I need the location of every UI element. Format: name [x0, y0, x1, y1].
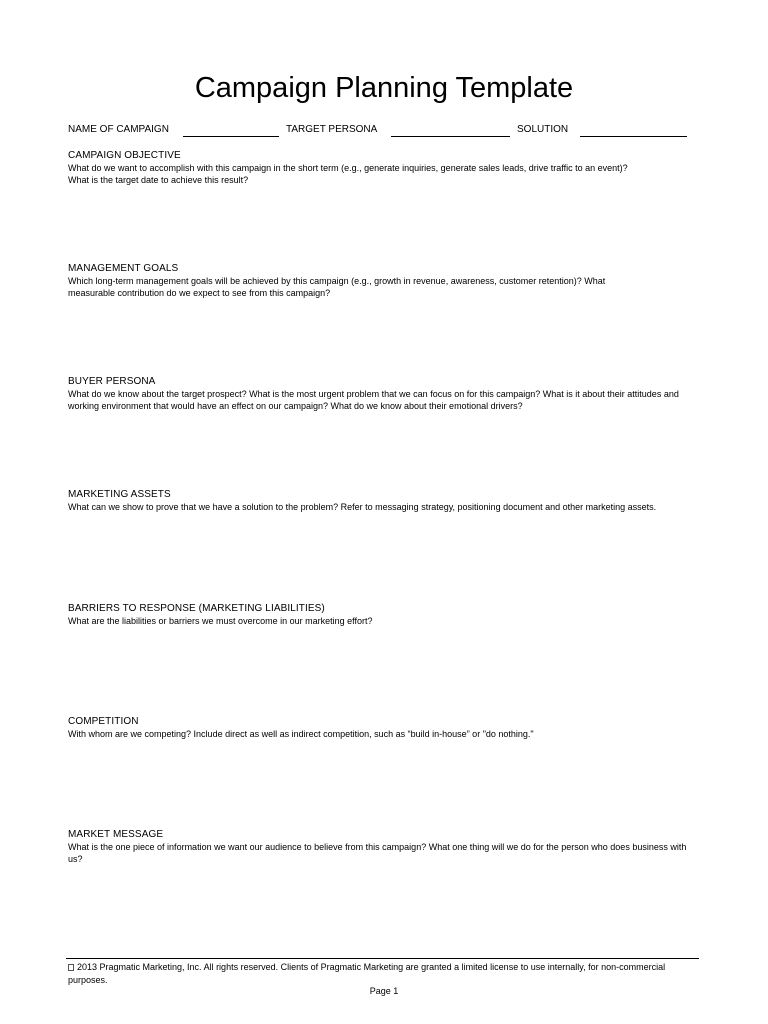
page-number: Page 1: [369, 986, 399, 996]
section-heading: MARKETING ASSETS: [68, 489, 171, 500]
section-barriers-to-response: [68, 603, 698, 627]
section-competition: [68, 716, 698, 740]
section-question: What is the one piece of information we want our audience to believe from this campaign? What one thing will we do for the person who does business with us?: [68, 842, 687, 865]
section-marketing-assets: [68, 489, 698, 513]
section-question: Which long-term management goals will be achieved by this campaign (e.g., growth in revenue, awareness, customer retention)? What measurable contribution do we expect to see from this campaign?: [68, 276, 606, 299]
copyright-text: 2013 Pragmatic Marketing, Inc. All rights reserved. Clients of Pragmatic Marketing are granted a limited license to use internally, for non-commercial purposes.: [68, 962, 666, 985]
section-question: What can we show to prove that we have a solution to the problem? Refer to messaging strategy, positioning document and other marketing assets.: [68, 502, 657, 512]
section-heading: MANAGEMENT GOALS: [68, 263, 179, 274]
document-title: Campaign Planning Template: [194, 72, 574, 104]
solution-label: SOLUTION: [517, 124, 569, 135]
section-heading: COMPETITION: [68, 716, 139, 727]
solution-blank[interactable]: [580, 136, 687, 137]
footer-divider: [66, 958, 699, 959]
target-persona-blank[interactable]: [391, 136, 510, 137]
section-heading: BUYER PERSONA: [68, 376, 156, 387]
section-buyer-persona: [68, 376, 698, 413]
campaign-name-blank[interactable]: [183, 136, 279, 137]
section-question: What are the liabilities or barriers we must overcome in our marketing effort?: [68, 616, 373, 626]
section-question: With whom are we competing? Include direct as well as indirect competition, such as “build in-house” or "do nothing.": [68, 729, 534, 739]
section-management-goals: [68, 263, 698, 300]
section-question: What do we want to accomplish with this campaign in the short term (e.g., generate inquiries, generate sales leads, drive traffic to an event)? What is the target date to achieve this result?: [68, 163, 628, 186]
section-heading: CAMPAIGN OBJECTIVE: [68, 150, 181, 161]
copyright-icon: [68, 964, 74, 971]
footer-copyright: [68, 961, 688, 986]
section-heading: MARKET MESSAGE: [68, 829, 164, 840]
section-campaign-objective: [68, 150, 698, 187]
target-persona-label: TARGET PERSONA: [286, 124, 378, 135]
section-market-message: [68, 829, 698, 866]
campaign-name-label: NAME OF CAMPAIGN: [68, 124, 169, 135]
section-question: What do we know about the target prospect? What is the most urgent problem that we can focus on for this campaign? What is it about their attitudes and working environment that would have an effect on our campaign? What do we know about their emotional drivers?: [68, 389, 679, 412]
campaign-fields-row: [68, 124, 708, 138]
section-heading: BARRIERS TO RESPONSE (MARKETING LIABILITIES): [68, 603, 325, 614]
